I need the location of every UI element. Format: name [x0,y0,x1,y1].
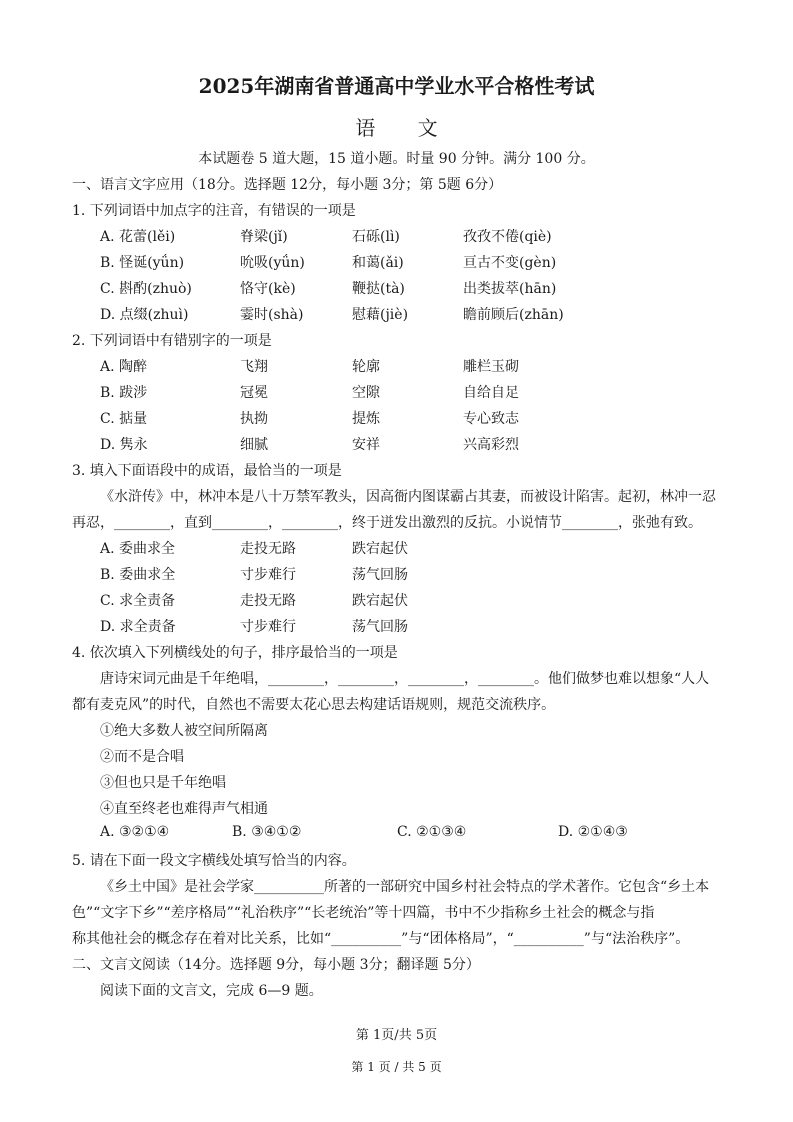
option-cell: B. 委曲求全 [100,567,176,583]
option-cell: 执拗 [240,411,268,427]
option-cell: 石砾(lì) [352,229,400,245]
option-cell: 孜孜不倦(qiè) [463,229,552,245]
q4-stem: 4. 依次填入下列横线处的句子，排序最恰当的一项是 [72,645,398,661]
option-cell: C. 求全责备 [100,593,176,609]
exam-title: 2025年湖南省普通高中学业水平合格性考试 [198,74,595,98]
q4-passage-line1: 唐诗宋词元曲是千年绝唱，________，________，________，________。他们做梦也难以想象“人人 [100,671,710,687]
section2-instruction: 阅读下面的文言文，完成 6—9 题。 [100,983,323,999]
option-cell: 吮吸(yǘn) [240,255,305,271]
option-cell: 兴高彩烈 [463,437,519,453]
q4-sentence-2: ②而不是合唱 [100,749,184,765]
option-cell: 恪守(kè) [240,281,296,297]
option-cell: A. ③②①④ [100,824,170,840]
option-cell: A. 陶醉 [100,359,148,375]
option-cell: D. 隽永 [100,437,148,453]
q4-sentence-3: ③但也只是千年绝唱 [100,775,226,791]
option-cell: C. ②①③④ [397,824,467,840]
option-cell: 亘古不变(gèn) [463,255,557,271]
subject-title: 语 文 [355,116,456,140]
option-cell: 细腻 [240,437,268,453]
page-number-secondary: 第 1 页 / 共 5 页 [351,1060,442,1074]
option-cell: 空隙 [352,385,380,401]
option-cell: 安祥 [352,437,380,453]
q3-passage-line1: 《水浒传》中，林冲本是八十万禁军教头，因高衙内图谋霸占其妻，而被设计陷害。起初，林冲一忍 [100,489,716,505]
option-cell: 寸步难行 [240,567,296,583]
option-cell: A. 委曲求全 [100,541,176,557]
q4-passage-line2: 都有麦克风”的时代，自然也不需要太花心思去构建话语规则，规范交流秩序。 [72,697,556,713]
option-cell: 轮廓 [352,359,380,375]
option-cell: 走投无路 [240,593,296,609]
option-cell: 霎时(shà) [240,307,304,323]
q2-stem: 2. 下列词语中有错别字的一项是 [72,333,272,349]
option-cell: 荡气回肠 [352,567,408,583]
option-cell: 和蔼(ǎi) [352,255,404,271]
option-cell: 冠冕 [240,385,268,401]
option-cell: B. ③④①② [232,824,302,840]
option-cell: D. 求全责备 [100,619,176,635]
section2-heading: 二、文言文阅读（14分。选择题 9分，每小题 3分；翻译题 5分） [72,957,480,973]
option-cell: 自给自足 [463,385,519,401]
q5-stem: 5. 请在下面一段文字横线处填写恰当的内容。 [72,853,356,869]
option-cell: 寸步难行 [240,619,296,635]
option-cell: 提炼 [352,411,380,427]
q5-passage-line3: 称其他社会的概念存在着对比关系，比如“__________”与“团体格局”，“__________”与“法治秩序”。 [72,931,690,947]
option-cell: 专心致志 [463,411,519,427]
q5-passage-line2: 色”“文字下乡”“差序格局”“礼治秩序”“长老统治”等十四篇，书中不少指称乡土社会的概念与指 [72,905,655,921]
option-cell: 雕栏玉砌 [463,359,519,375]
option-cell: 脊梁(jǐ) [240,229,288,245]
q4-sentence-1: ①绝大多数人被空间所隔离 [100,723,268,739]
option-cell: 跌宕起伏 [352,593,408,609]
option-cell: B. 怪诞(yǘn) [100,255,185,271]
section1-heading: 一、语言文字应用（18分。选择题 12分，每小题 3分；第 5题 6分） [72,177,503,193]
option-cell: B. 跋涉 [100,385,148,401]
page-number: 第 1页/共 5页 [355,1028,438,1043]
option-cell: D. ②①④③ [558,824,628,840]
option-cell: 跌宕起伏 [352,541,408,557]
option-cell: C. 斟酌(zhuò) [100,281,192,297]
option-cell: 飞翔 [240,359,268,375]
option-cell: 走投无路 [240,541,296,557]
q1-stem: 1. 下列词语中加点字的注音，有错误的一项是 [72,203,356,219]
option-cell: 慰藉(jiè) [352,307,409,323]
option-cell: 瞻前顾后(zhān) [463,307,564,323]
option-cell: C. 掂量 [100,411,148,427]
option-cell: D. 点缀(zhuì) [100,307,189,323]
q4-sentence-4: ④直至终老也难得声气相通 [100,801,268,817]
q5-passage-line1: 《乡土中国》是社会学家__________所著的一部研究中国乡村社会特点的学术著作。它包含“乡土本 [100,879,710,895]
exam-info: 本试题卷 5 道大题，15 道小题。时量 90 分钟。满分 100 分。 [198,151,595,167]
q3-stem: 3. 填入下面语段中的成语，最恰当的一项是 [72,463,342,479]
option-cell: 荡气回肠 [352,619,408,635]
option-cell: 出类拔萃(hān) [463,281,557,297]
q3-passage-line2: 再忍，________，直到________，________，终于迸发出激烈的反抗。小说情节________，张弛有致。 [72,515,702,531]
option-cell: A. 花蕾(lěi) [100,229,176,245]
option-cell: 鞭挞(tà) [352,281,405,297]
